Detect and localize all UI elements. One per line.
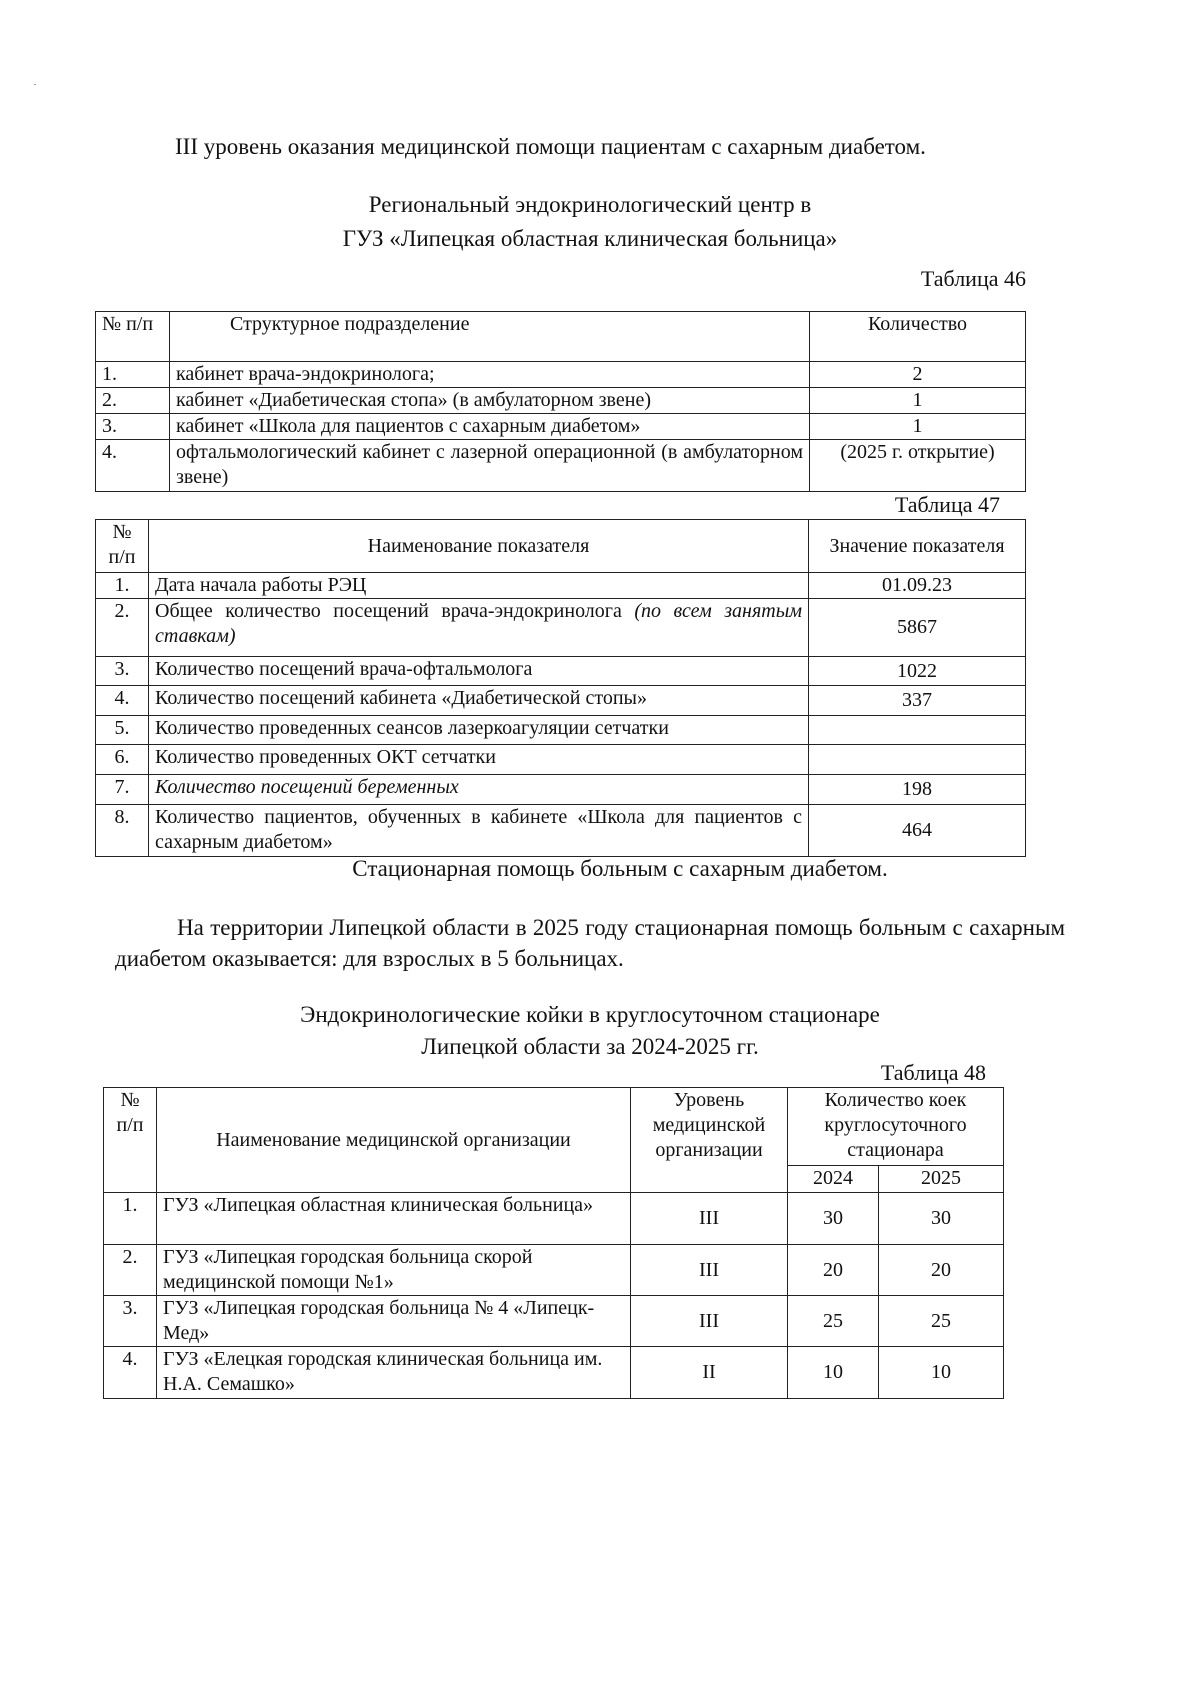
scan-speck — [34, 84, 36, 85]
row-value — [809, 716, 1026, 745]
table-row — [104, 1347, 1004, 1399]
table47-caption: Таблица 47 — [894, 492, 1000, 517]
row-number: 3. — [96, 414, 170, 440]
table-row — [104, 1296, 1004, 1347]
row-name: Количество посещений врача-офтальмолога — [149, 657, 809, 686]
row-beds-2025: 25 — [879, 1296, 1004, 1347]
row-name: Количество проведенных сеансов лазеркоагуляции сетчатки — [149, 716, 809, 745]
table47-header-row — [96, 520, 1026, 573]
table48 — [103, 1087, 1004, 1399]
row-name: Количество посещений кабинета «Диабетической стопы» — [149, 686, 809, 716]
row-name: Количество проведенных ОКТ сетчатки — [149, 745, 809, 775]
row-value — [809, 745, 1026, 775]
row-number: 2. — [96, 599, 149, 657]
row-value: 1022 — [809, 657, 1026, 686]
table47-header-value: Значение показателя — [809, 520, 1026, 573]
row-level: II — [631, 1347, 788, 1399]
center-title-line1: Региональный эндокринологический центр в — [368, 192, 812, 217]
table-row — [104, 1245, 1004, 1296]
table-row — [104, 1193, 1004, 1245]
row-number: 4. — [104, 1347, 157, 1399]
table-row — [96, 745, 1026, 775]
row-beds-2024: 10 — [788, 1347, 879, 1399]
row-level: III — [631, 1296, 788, 1347]
row-beds-2024: 25 — [788, 1296, 879, 1347]
row-number: 4. — [96, 686, 149, 716]
table-row — [96, 388, 1026, 414]
table46 — [95, 311, 1026, 492]
table46-caption: Таблица 46 — [920, 266, 1026, 291]
row-name: кабинет врача-эндокринолога; — [170, 362, 810, 388]
row-qty: 1 — [810, 414, 1026, 440]
row-org: ГУЗ «Липецкая городская больница № 4 «Липецк-Мед» — [157, 1296, 631, 1347]
row-name: Количество посещений беременных — [149, 775, 809, 805]
row-name — [149, 599, 809, 657]
row-beds-2025: 20 — [879, 1245, 1004, 1296]
row-org: ГУЗ «Елецкая городская клиническая больница им. Н.А. Семашко» — [157, 1347, 631, 1399]
row-number: 8. — [96, 805, 149, 857]
table47-header-num: № п/п — [96, 520, 149, 573]
row-number: 5. — [96, 716, 149, 745]
table-row — [96, 657, 1026, 686]
beds-title-line1: Эндокринологические койки в круглосуточном стационаре — [300, 1002, 880, 1027]
row-value: 464 — [809, 805, 1026, 857]
row-beds-2025: 30 — [879, 1193, 1004, 1245]
row-name: кабинет «Школа для пациентов с сахарным диабетом» — [170, 414, 810, 440]
table48-header-2025: 2025 — [879, 1166, 1004, 1193]
row-qty: 1 — [810, 388, 1026, 414]
row-qty: 2 — [810, 362, 1026, 388]
table48-caption: Таблица 48 — [880, 1060, 986, 1085]
row-beds-2024: 30 — [788, 1193, 879, 1245]
table-row — [96, 362, 1026, 388]
table-row — [96, 414, 1026, 440]
row-level: III — [631, 1245, 788, 1296]
table48-header-num: № п/п — [104, 1088, 157, 1193]
level-heading: III уровень оказания медицинской помощи пациентам с сахарным диабетом. — [175, 134, 926, 159]
row-name-text: Общее количество посещений врача-эндокринолога — [155, 600, 622, 622]
table-row — [96, 573, 1026, 599]
row-value: 337 — [809, 686, 1026, 716]
row-org: ГУЗ «Липецкая городская больница скорой медицинской помощи №1» — [157, 1245, 631, 1296]
row-beds-2025: 10 — [879, 1347, 1004, 1399]
center-title-line2: ГУЗ «Липецкая областная клиническая больница» — [342, 226, 838, 251]
row-number: 3. — [96, 657, 149, 686]
table48-header-2024: 2024 — [788, 1166, 879, 1193]
row-name-note: (по всем занятым ставкам) — [155, 600, 802, 647]
table-row — [96, 805, 1026, 857]
beds-title-line2: Липецкой области за 2024-2025 гг. — [421, 1034, 759, 1059]
table48-header-row — [104, 1088, 1004, 1166]
row-name: Дата начала работы РЭЦ — [149, 573, 809, 599]
inpatient-paragraph: На территории Липецкой области в 2025 году стационарная помощь больным с сахарным диабетом оказывается: для взрослых в 5 больницах. — [115, 915, 1065, 971]
table-row — [96, 686, 1026, 716]
row-number: 2. — [104, 1245, 157, 1296]
row-qty: (2025 г. открытие) — [810, 440, 1026, 492]
row-value: 198 — [809, 775, 1026, 805]
row-number: 2. — [96, 388, 170, 414]
inpatient-heading: Стационарная помощь больным с сахарным диабетом. — [352, 856, 888, 881]
row-name: офтальмологический кабинет с лазерной операционной (в амбулаторном звене) — [170, 440, 810, 492]
table46-header-num: № п/п — [96, 312, 170, 362]
table47-header-name: Наименование показателя — [149, 520, 809, 573]
table48-header-org: Наименование медицинской организации — [157, 1088, 631, 1193]
row-value: 01.09.23 — [809, 573, 1026, 599]
table-row — [96, 440, 1026, 492]
table-row — [96, 599, 1026, 657]
table46-header-qty: Количество — [810, 312, 1026, 362]
row-number: 1. — [96, 573, 149, 599]
table-row — [96, 775, 1026, 805]
table-row — [96, 716, 1026, 745]
row-level: III — [631, 1193, 788, 1245]
table47 — [95, 519, 1026, 857]
row-name: Количество пациентов, обученных в кабинете «Школа для пациентов с сахарным диабетом» — [149, 805, 809, 857]
table48-header-level: Уровень медицинской организации — [631, 1088, 788, 1193]
row-number: 1. — [96, 362, 170, 388]
row-number: 1. — [104, 1193, 157, 1245]
row-value: 5867 — [809, 599, 1026, 657]
table46-header-row — [96, 312, 1026, 362]
table48-header-beds: Количество коек круглосуточного стационара — [788, 1088, 1004, 1166]
table46-header-name: Структурное подразделение — [170, 312, 810, 362]
row-number: 7. — [96, 775, 149, 805]
row-number: 3. — [104, 1296, 157, 1347]
row-org: ГУЗ «Липецкая областная клиническая больница» — [157, 1193, 631, 1245]
row-beds-2024: 20 — [788, 1245, 879, 1296]
row-name: кабинет «Диабетическая стопа» (в амбулаторном звене) — [170, 388, 810, 414]
row-number: 6. — [96, 745, 149, 775]
row-number: 4. — [96, 440, 170, 492]
